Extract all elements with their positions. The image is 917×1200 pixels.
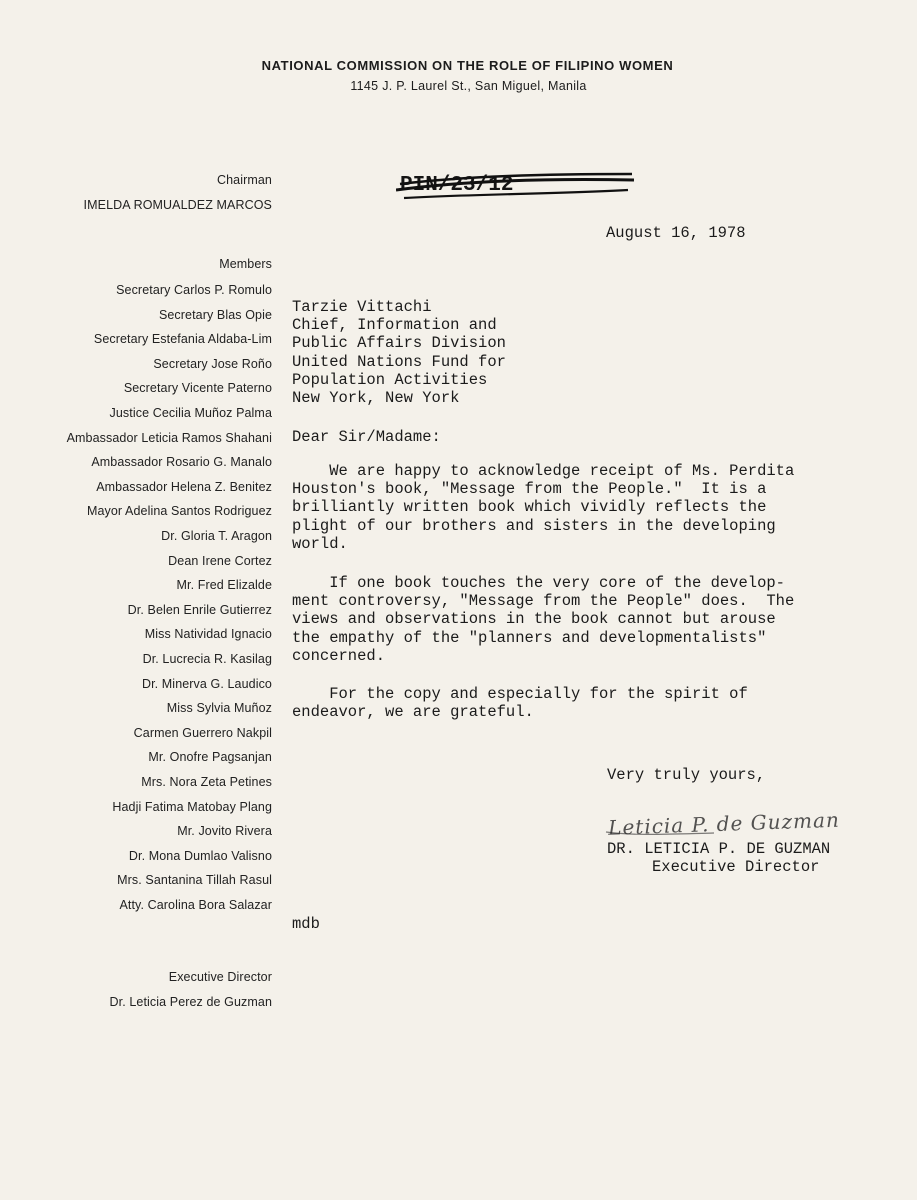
paragraph-line: Houston's book, "Message from the People." It is a <box>292 480 767 499</box>
recipient-line: United Nations Fund for <box>292 352 506 371</box>
chairman-label: Chairman <box>217 173 272 187</box>
member-name: Ambassador Rosario G. Manalo <box>91 455 272 470</box>
member-name: Mayor Adelina Santos Rodriguez <box>86 504 272 519</box>
signature-text: Leticia P. de Guzman <box>607 807 841 840</box>
member-name: Miss Natividad Ignacio <box>144 627 272 642</box>
member-name: Ambassador Leticia Ramos Shahani <box>66 430 272 445</box>
letterhead-organization: NATIONAL COMMISSION ON THE ROLE OF FILIPINO WOMEN <box>261 58 674 73</box>
salutation: Dear Sir/Madame: <box>292 428 441 446</box>
member-name: Secretary Jose Roño <box>153 356 272 371</box>
member-name: Mrs. Nora Zeta Petines <box>141 775 272 789</box>
member-name: Ambassador Helena Z. Benitez <box>96 479 272 494</box>
paragraph-line: plight of our brothers and sisters in the developing <box>292 516 776 535</box>
member-name: Secretary Vicente Paterno <box>123 381 272 396</box>
paragraph-line: world. <box>292 534 348 553</box>
executive-director-name: Dr. Leticia Perez de Guzman <box>109 995 272 1009</box>
executive-director-label: Executive Director <box>168 970 272 984</box>
member-name: Secretary Blas Opie <box>158 307 272 322</box>
recipient-line: New York, New York <box>292 389 460 407</box>
handwritten-signature <box>604 800 894 840</box>
closing: Very truly yours, <box>607 766 766 784</box>
typist-initials: mdb <box>292 915 320 933</box>
member-name: Atty. Carolina Bora Salazar <box>119 898 272 912</box>
paragraph-line: ment controversy, "Message from the People" does. The <box>292 592 795 611</box>
signer-name: DR. LETICIA P. DE GUZMAN <box>607 840 831 858</box>
struck-reference-text: PIN/23/12 <box>400 174 514 197</box>
member-name: Miss Sylvia Muñoz <box>166 701 272 716</box>
paragraph-line: If one book touches the very core of the develop- <box>292 574 785 592</box>
struck-reference-number <box>396 160 636 210</box>
letter-date: August 16, 1978 <box>606 224 746 242</box>
member-name: Mr. Onofre Pagsanjan <box>148 750 272 765</box>
recipient-line: Tarzie Vittachi <box>292 298 432 316</box>
paragraph-line: the empathy of the "planners and developmentalists" <box>292 628 767 647</box>
paragraph-line: For the copy and especially for the spirit of <box>292 685 748 703</box>
member-name: Secretary Estefania Aldaba-Lim <box>93 332 272 347</box>
paragraph-line: We are happy to acknowledge receipt of Ms. Perdita <box>292 462 795 480</box>
recipient-line: Chief, Information and <box>292 316 497 335</box>
member-name: Dr. Minerva G. Laudico <box>141 676 272 691</box>
members-label: Members <box>219 257 272 271</box>
member-name: Dr. Mona Dumlao Valisno <box>128 848 272 863</box>
paragraph-line: endeavor, we are grateful. <box>292 703 534 722</box>
member-name: Secretary Carlos P. Romulo <box>116 283 272 297</box>
paragraph-line: brilliantly written book which vividly reflects the <box>292 498 767 517</box>
member-name: Mr. Fred Elizalde <box>176 578 272 593</box>
member-name: Dr. Belen Enrile Gutierrez <box>127 602 272 617</box>
recipient-line: Public Affairs Division <box>292 334 506 353</box>
member-name: Dr. Lucrecia R. Kasilag <box>142 652 272 666</box>
paragraph-line: views and observations in the book cannot but arouse <box>292 610 776 629</box>
member-name: Mr. Jovito Rivera <box>177 824 272 839</box>
chairman-name: IMELDA ROMUALDEZ MARCOS <box>83 198 272 212</box>
member-name: Carmen Guerrero Nakpil <box>133 725 272 740</box>
recipient-line: Population Activities <box>292 370 488 389</box>
member-name: Justice Cecilia Muñoz Palma <box>109 406 272 420</box>
paragraph-line: concerned. <box>292 646 386 665</box>
member-name: Mrs. Santanina Tillah Rasul <box>117 873 272 888</box>
member-name: Dr. Gloria T. Aragon <box>161 529 272 543</box>
signer-title: Executive Director <box>652 858 820 876</box>
member-name: Hadji Fatima Matobay Plang <box>112 799 272 814</box>
member-name: Dean Irene Cortez <box>168 553 272 568</box>
letterhead-address: 1145 J. P. Laurel St., San Miguel, Manila <box>350 79 587 93</box>
